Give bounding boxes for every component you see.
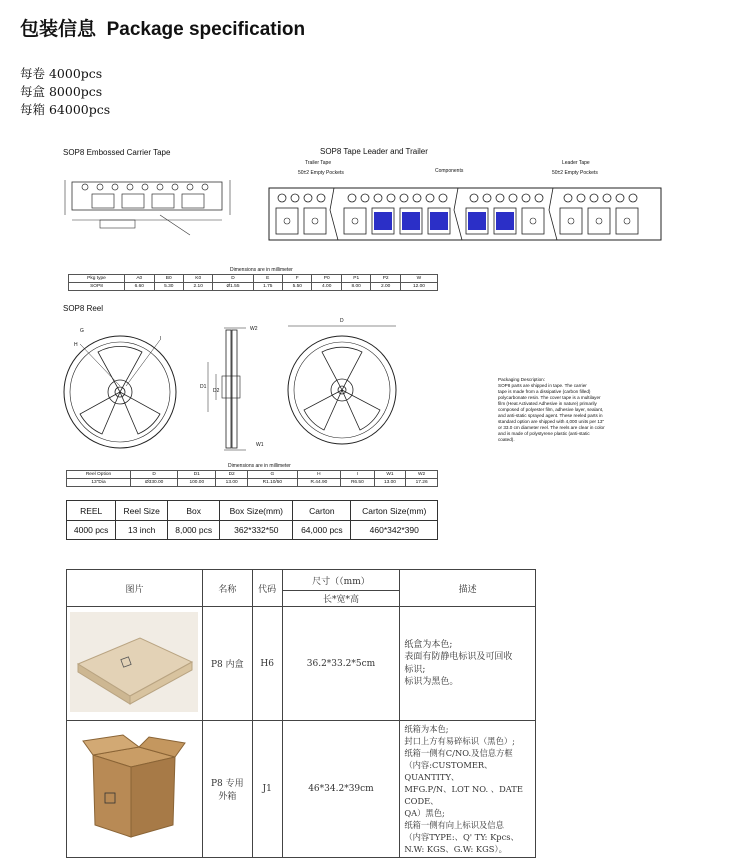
header-code: 代码 [252,570,282,607]
inner-box-image-cell [67,607,203,721]
table-cell: 17.26 [406,479,438,487]
reel-front-drawing-2 [286,316,398,456]
desc-line: or 33.0 cm diameter reel. The reels are clear in color [498,425,605,430]
desc-line: N.W: KGS、G.W: KGS）。 [404,844,507,854]
inner-box-desc [400,607,536,721]
inner-box-code: H6 [252,607,282,721]
table-cell: W1 [374,471,406,479]
table-row [67,570,536,591]
carrier-tape-drawing [60,160,250,250]
table-cell: R6.50 [341,479,375,487]
table-cell: G [247,471,297,479]
table-header-cell: Reel Size [116,501,168,521]
table-cell: W [400,275,437,283]
table-cell: 13"Dia [67,479,131,487]
table-header-cell: Carton [293,501,351,521]
leader-tape-label: Leader Tape [562,160,590,166]
table-header-cell: Box Size(mm) [220,501,293,521]
desc-line: 标识为黑色。 [404,677,459,687]
components-label: Components [435,168,464,174]
table-cell: 13.00 [374,479,406,487]
table-row [67,479,438,487]
qty-per-reel: 每卷 4000pcs [20,66,103,81]
table-header-cell: Carton Size(mm) [351,501,438,521]
desc-line: coated). [498,437,515,442]
table-cell: H [297,471,340,479]
carton-size: 46*34.2*39cm [282,721,400,858]
desc-line: SOP8 parts are shipped in tape. The carrier [498,383,587,388]
desc-line: and is made of polystyrene plastic (anti-static [498,431,590,436]
carrier-dim-table [68,274,438,291]
reel-title: SOP8 Reel [63,304,104,313]
table-cell: E [253,275,282,283]
table-cell: I [341,471,375,479]
table-cell: 100.00 [178,479,216,487]
reel-label-d1: D1 [200,384,207,390]
table-cell: D2 [216,471,248,479]
desc-line: standard option are shipped with 4,000 units per 13" [498,419,605,424]
table-cell: 2.00 [371,283,400,291]
table-header-cell: REEL [67,501,116,521]
title-en: Package specification [106,19,306,40]
packaging-description [498,377,646,443]
leader-trailer-title: SOP8 Tape Leader and Trailer [320,147,428,156]
table-row [69,275,438,283]
table-row [67,501,438,521]
carton-image [79,733,189,843]
carton-desc [400,721,536,858]
desc-line: 封口上方有易碎标识（黑色）; [404,736,515,746]
table-cell: P1 [341,275,370,283]
table-cell: D [131,471,178,479]
trailer-tape-label: Trailer Tape [305,160,332,166]
desc-line: film (Heat Activated Adhesive in nature) primarily [498,401,597,406]
reel-front-drawing [60,316,185,456]
reel-label-w1: W1 [256,442,264,448]
table-cell: 1.75 [253,283,282,291]
table-cell: 4.00 [312,283,341,291]
title-cn: 包装信息 [20,19,97,40]
trailer-pockets-label: 50±2 Empty Pockets [298,170,344,176]
table-cell: 13 inch [116,521,168,540]
page-title [20,14,305,41]
table-cell: 12.00 [400,283,437,291]
table-cell: B0 [154,275,183,283]
carton-code: J1 [252,721,282,858]
table-cell: P2 [371,275,400,283]
table-cell: 460*342*390 [351,521,438,540]
qty-per-box: 每盒 8000pcs [20,84,103,99]
desc-line: composed of polyester film, adhesive layer, sealant, [498,407,604,412]
table-cell: R1.10/50 [247,479,297,487]
table-row [67,607,536,721]
carton-name: P8 专用 外箱 [202,721,252,858]
inner-box-image [70,612,198,712]
reel-label-w2: W2 [250,326,258,332]
table-cell: 5.30 [154,283,183,291]
reel-label-h: H [74,342,78,348]
inner-box-size: 36.2*33.2*5cm [282,607,400,721]
carrier-tape-title: SOP8 Embossed Carrier Tape [63,148,171,157]
header-desc: 描述 [400,570,536,607]
desc-line: （内容:CUSTOMER、QUANTITY、 [404,760,493,782]
table-cell: 362*332*50 [220,521,293,540]
table-cell: 13.00 [216,479,248,487]
table-cell: SOP8 [69,283,125,291]
reel-label-i: I [160,336,162,342]
table-cell: 2.10 [183,283,212,291]
header-image: 图片 [67,570,203,607]
desc-line: （内容TYPE:、Q' TY: Kpcs、 [404,832,519,842]
leader-pockets-label: 50±2 Empty Pockets [552,170,598,176]
table-cell: Ø1.55 [213,283,253,291]
reel-dim-caption: Dimensions are in millimeter [228,463,291,469]
desc-line: Packaging Description: [498,377,545,382]
table-cell: K0 [183,275,212,283]
inner-box-name: P8 内盒 [202,607,252,721]
table-cell: Reel Option [67,471,131,479]
table-cell: R.44.90 [297,479,340,487]
tape-strip-drawing [268,180,663,242]
desc-line: 纸盒为本色; [404,639,453,650]
header-size: 尺寸（（mm） [282,570,400,591]
table-cell: W2 [406,471,438,479]
carton-image-cell [67,721,203,858]
reel-label-g: G [80,328,84,334]
table-cell: 6.60 [125,283,154,291]
desc-line: QA）黑色; [404,808,445,818]
table-cell: 8.00 [341,283,370,291]
packing-table [66,500,438,540]
table-cell: Pkg type [69,275,125,283]
desc-line: 纸箱为本色; [404,724,449,734]
table-cell: 4000 pcs [67,521,116,540]
desc-line: 标识; [404,664,426,675]
table-cell: P0 [312,275,341,283]
table-row [69,283,438,291]
header-name: 名称 [202,570,252,607]
table-cell: 8,000 pcs [168,521,220,540]
table-cell: 64,000 pcs [293,521,351,540]
desc-line: 纸箱一侧有C/NO.及信息方框 [404,748,513,758]
desc-line: 纸箱一侧有向上标识及信息 [404,820,504,830]
desc-line: 表面有防静电标识及可回收 [404,652,513,662]
table-cell: Ø330.00 [131,479,178,487]
table-cell: 5.50 [283,283,312,291]
table-cell: D [213,275,253,283]
desc-line: and anti-static sprayed agent. These reeled parts in [498,413,603,418]
carrier-dim-caption: Dimensions are in millimeter [230,267,293,273]
reel-side-drawing [200,324,260,454]
reel-label-d: D [340,318,344,324]
table-row [67,471,438,479]
header-size-sub: 长*宽*高 [282,591,400,607]
table-row [67,721,536,858]
table-header-cell: Box [168,501,220,521]
reel-dim-table [66,470,438,487]
table-row [67,521,438,540]
table-cell: F [283,275,312,283]
box-spec-table [66,569,536,858]
desc-line: polycarbonate resin. The cover tape is a multilayer [498,395,601,400]
qty-per-carton: 每箱 64000pcs [20,102,111,117]
desc-line: MFG.P/N、LOT NO. 、DATE CODE、 [404,784,523,806]
table-cell: A0 [125,275,154,283]
reel-label-d2: D2 [213,388,220,394]
desc-line: tape is made from a dissipative (carbon filled) [498,389,591,394]
table-cell: D1 [178,471,216,479]
